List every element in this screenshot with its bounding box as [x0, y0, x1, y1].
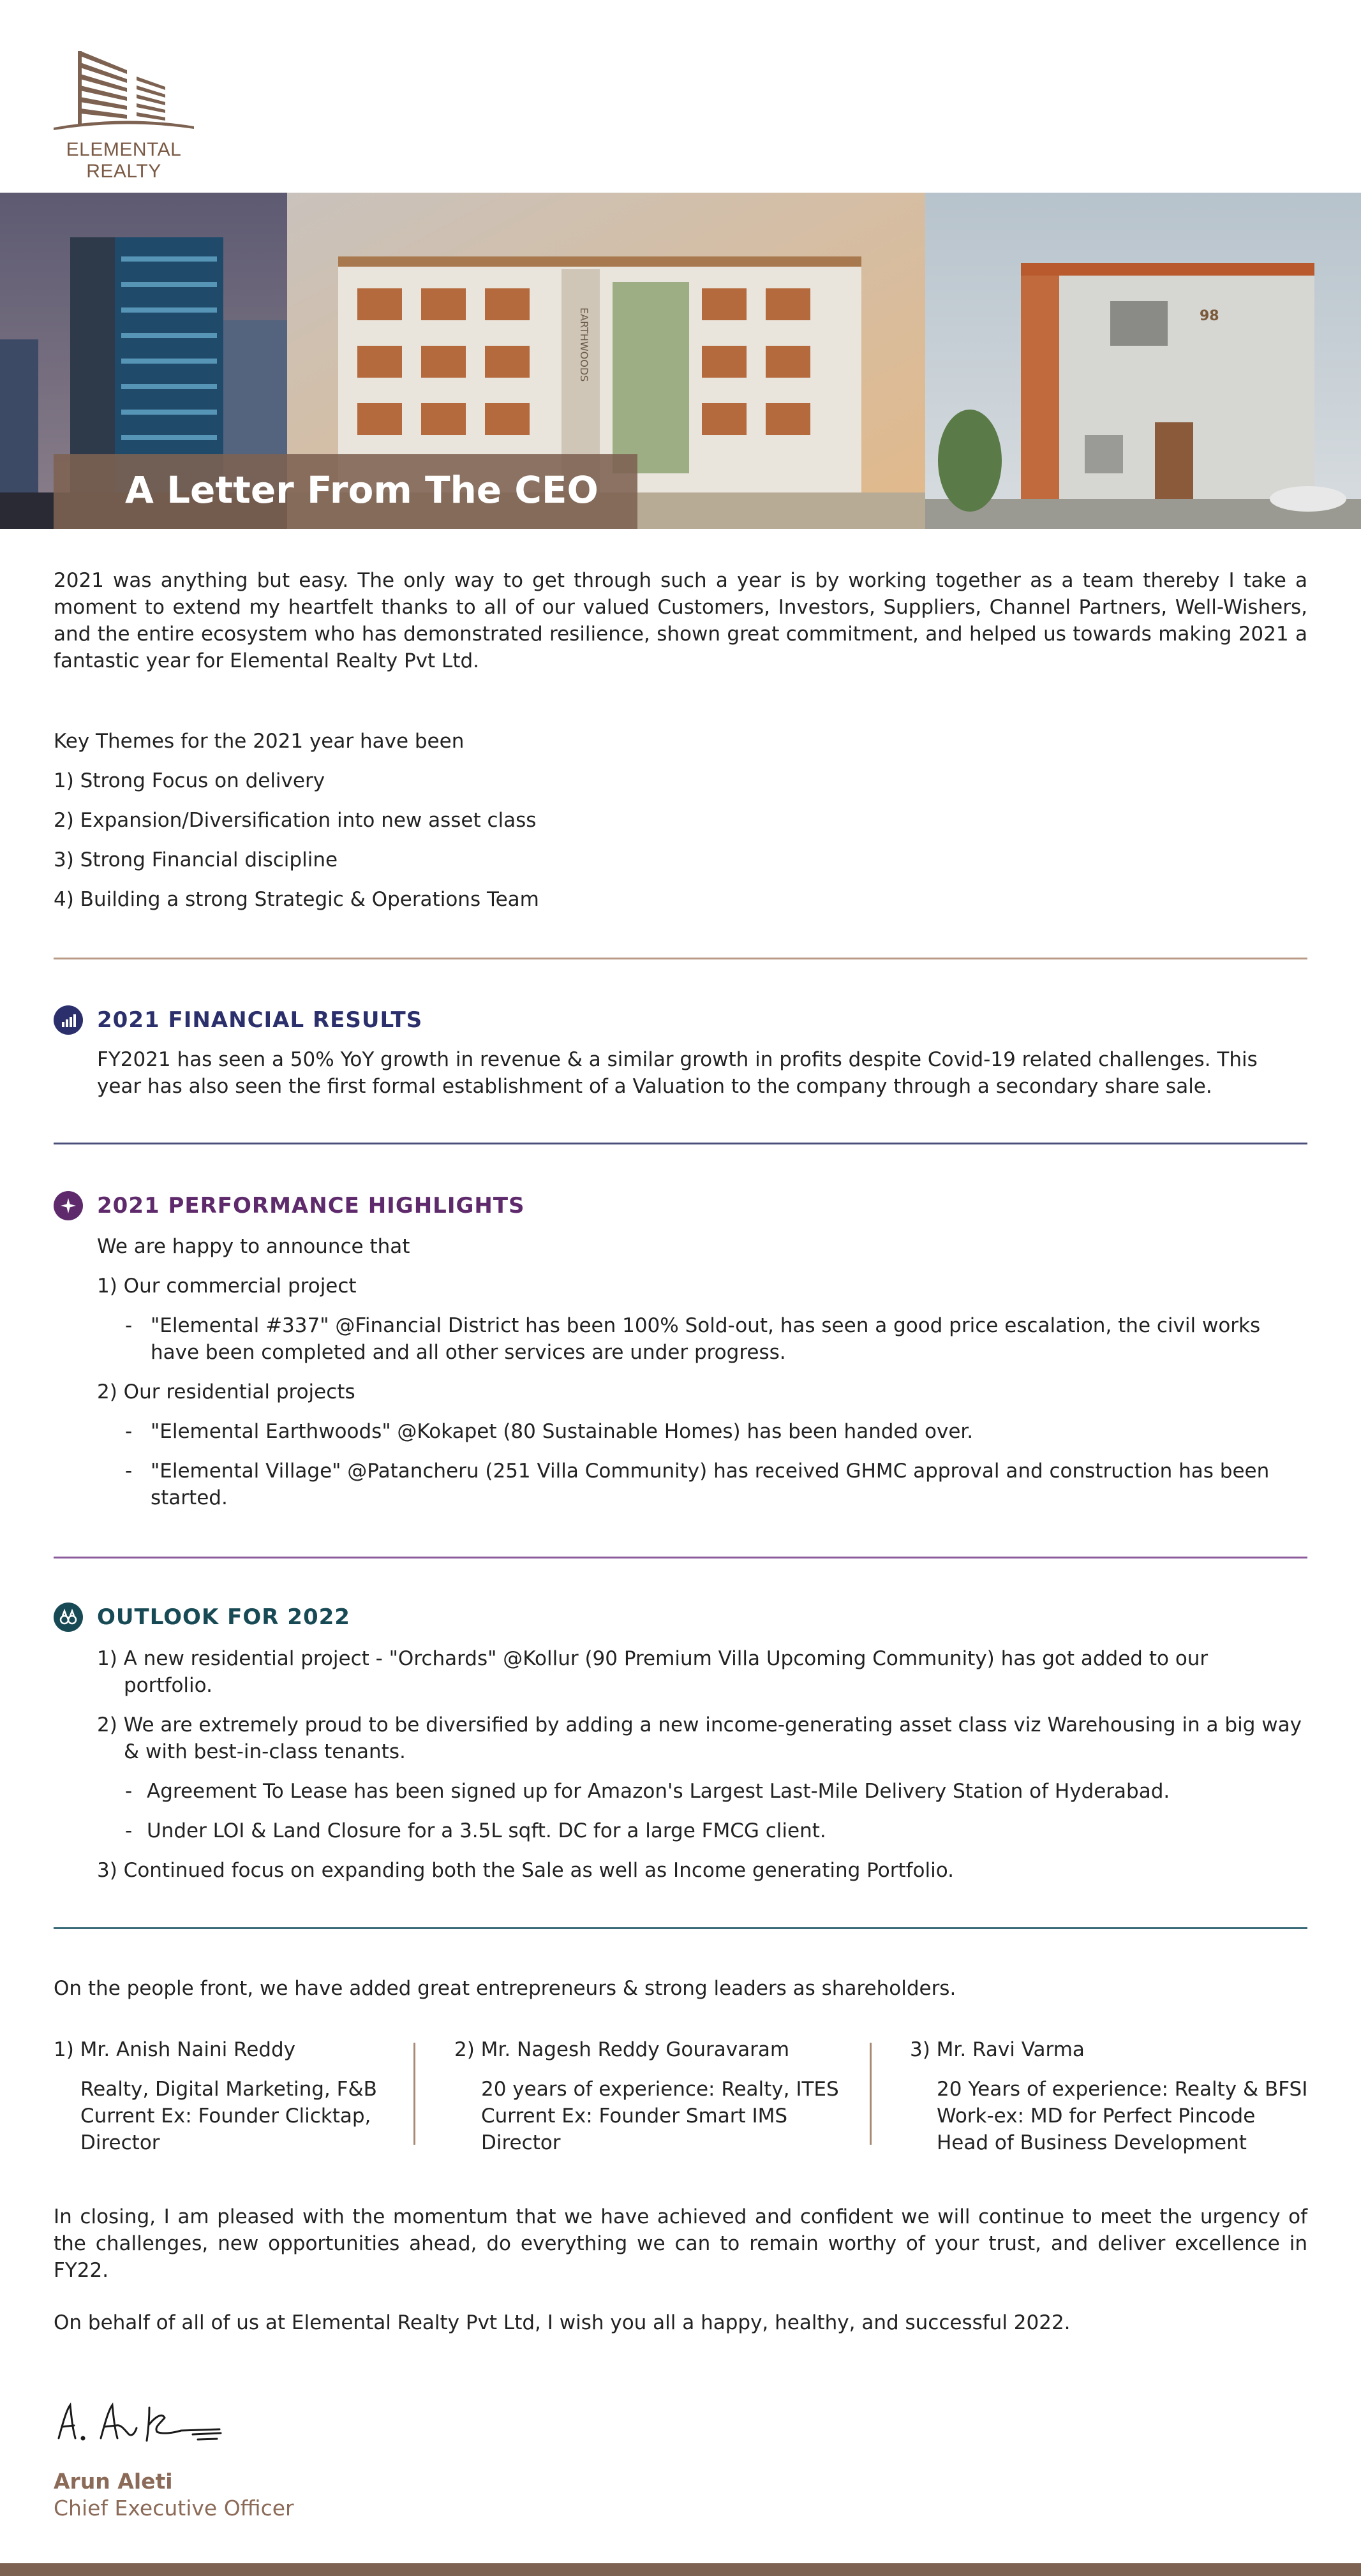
dash-bullet: - — [125, 1314, 133, 1337]
list-item: 2) We are extremely proud to be diversified by adding a new income-generating asset class viz Warehousing in a big way & with best-in-class tenants. — [97, 1714, 1302, 1763]
closing-paragraph: In closing, I am pleased with the momentum that we have achieved and confident we will continue to meet the urgency of the challenges, new opportunities ahead, do everything we can to remain worthy of your trust, and deliver excellence in FY22. — [54, 2205, 1307, 2282]
dash-bullet: - — [125, 1780, 133, 1803]
sparkle-icon — [54, 1191, 83, 1220]
outlook-section-header — [54, 1601, 350, 1633]
handwritten-signature — [54, 2399, 271, 2450]
shareholder-card — [54, 2036, 398, 2164]
dash-bullet: - — [125, 1420, 133, 1443]
divider — [54, 1927, 1307, 1929]
building-logo-icon — [54, 51, 194, 137]
shareholder-details: 20 years of experience: Realty, ITES Current Ex: Founder Smart IMS Director — [481, 2078, 839, 2154]
shareholder-card — [910, 2036, 1344, 2164]
shareholder-details: Realty, Digital Marketing, F&B Current Ex: Founder Clicktap, Director — [80, 2078, 377, 2154]
company-name: ELEMENTAL REALTY — [66, 139, 182, 182]
signatory-name: Arun Aleti — [54, 2469, 173, 2494]
performance-intro: We are happy to announce that — [97, 1235, 410, 1258]
list-item: - "Elemental Village" @Patancheru (251 Villa Community) has received GHMC approval and construction has been started. — [125, 1458, 1307, 1511]
list-item: 3) Continued focus on expanding both the Sale as well as Income generating Portfolio. — [97, 1859, 954, 1882]
divider — [54, 1557, 1307, 1558]
financial-section-title: 2021 FINANCIAL RESULTS — [97, 1007, 423, 1033]
dash-bullet: - — [125, 1460, 133, 1483]
shareholder-name: 3) Mr. Ravi Varma — [910, 2038, 1085, 2061]
column-divider — [413, 2043, 415, 2145]
company-logo — [54, 51, 194, 182]
divider — [54, 1143, 1307, 1144]
shareholder-name: 2) Mr. Nagesh Reddy Gouravaram — [454, 2038, 790, 2061]
list-item: 1) A new residential project - "Orchards" @Kollur (90 Premium Villa Upcoming Community) has got added to our portfolio. — [97, 1647, 1209, 1697]
list-item: - Agreement To Lease has been signed up for Amazon's Largest Last-Mile Delivery Station of Hyderabad. — [125, 1778, 1307, 1805]
divider — [54, 958, 1307, 959]
signatory-title: Chief Executive Officer — [54, 2496, 294, 2520]
performance-section-title: 2021 PERFORMANCE HIGHLIGHTS — [97, 1193, 525, 1218]
binoculars-icon — [54, 1603, 83, 1632]
hero-image — [0, 193, 1361, 529]
theme-item: 1) Strong Focus on delivery — [54, 769, 325, 792]
column-divider — [870, 2043, 872, 2145]
dash-bullet: - — [125, 1819, 133, 1842]
title-banner — [54, 454, 637, 529]
list-item: - Under LOI & Land Closure for a 3.5L sqft. DC for a large FMCG client. — [125, 1817, 1307, 1844]
house-number: 98 — [1200, 308, 1219, 324]
footer-bar — [0, 2563, 1361, 2576]
performance-section-header — [54, 1190, 525, 1222]
bar-chart-icon — [54, 1005, 83, 1035]
outlook-section-title: OUTLOOK FOR 2022 — [97, 1604, 350, 1630]
theme-item: 3) Strong Financial discipline — [54, 848, 338, 871]
residential-label: 2) Our residential projects — [97, 1381, 355, 1403]
list-item: - "Elemental Earthwoods" @Kokapet (80 Sustainable Homes) has been handed over. — [125, 1418, 1307, 1445]
theme-item: 2) Expansion/Diversification into new asset class — [54, 809, 537, 832]
intro-paragraph: 2021 was anything but easy. The only way to get through such a year is by working together as a team thereby I take a moment to extend my heartfelt thanks to all of our valued Customers, Investors, Suppliers, Channel Partners, Well-Wishers, and the entire ecosystem who has demonstrated resilience, shown great commitment, and helped us towards making 2021 a fantastic year for Elemental Realty Pvt Ltd. — [54, 569, 1307, 672]
themes-heading: Key Themes for the 2021 year have been — [54, 730, 465, 753]
theme-item: 4) Building a strong Strategic & Operations Team — [54, 888, 539, 911]
list-item: - "Elemental #337" @Financial District has been 100% Sold-out, has seen a good price escalation, the civil works have been completed and all other services are under progress. — [125, 1312, 1307, 1366]
shareholder-card — [454, 2036, 863, 2164]
shareholder-name: 1) Mr. Anish Naini Reddy — [54, 2038, 295, 2061]
earthwoods-sign: EARTHWOODS — [578, 307, 590, 382]
page-title: A Letter From The CEO — [125, 468, 599, 512]
behalf-paragraph: On behalf of all of us at Elemental Realty Pvt Ltd, I wish you all a happy, healthy, and successful 2022. — [54, 2311, 1071, 2334]
financial-text: FY2021 has seen a 50% YoY growth in revenue & a similar growth in profits despite Covid-19 related challenges. This year has also seen the first formal establishment of a Valuation to the company through a secondary share sale. — [97, 1048, 1258, 1098]
people-intro: On the people front, we have added great entrepreneurs & strong leaders as shareholders. — [54, 1977, 956, 2000]
financial-section-header — [54, 1004, 422, 1036]
shareholder-details: 20 Years of experience: Realty & BFSI Work-ex: MD for Perfect Pincode Head of Business Development — [937, 2078, 1308, 2154]
commercial-label: 1) Our commercial project — [97, 1275, 357, 1298]
